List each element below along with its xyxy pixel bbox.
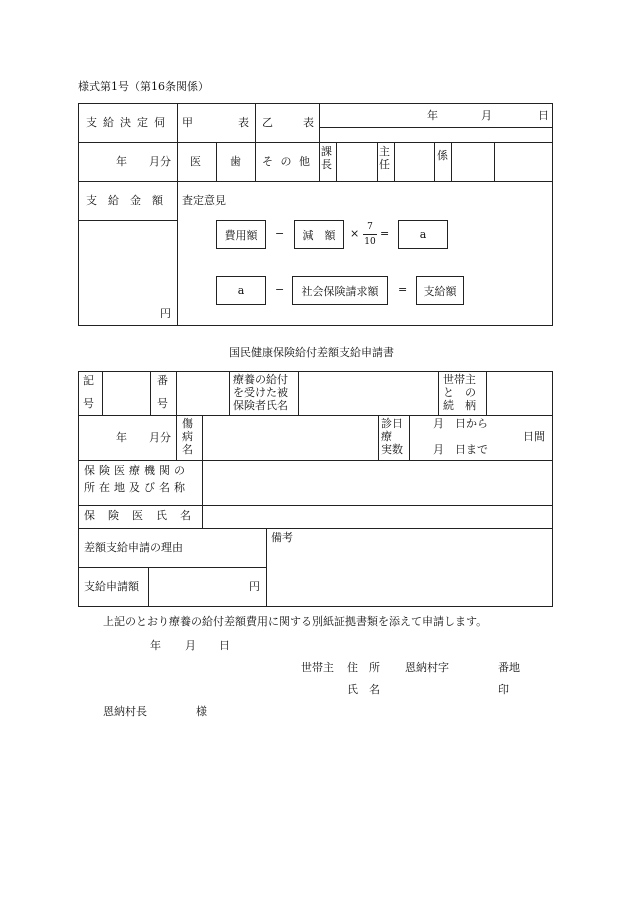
formula-a-box: a <box>216 276 266 305</box>
formula-numerator: 7 <box>367 222 373 232</box>
applicant-village: 恩納村字 <box>405 661 449 674</box>
formula-cost-box: 費用額 <box>216 220 266 249</box>
insured-label-1: 療養の給付 <box>233 373 288 386</box>
days-from: 月 日から <box>433 417 488 430</box>
ym-year: 年 <box>116 155 127 168</box>
formula-denominator: 10 <box>364 237 376 247</box>
request-amount-label: 支給申請額 <box>84 580 139 593</box>
applicant-banchi: 番地 <box>498 661 520 674</box>
remarks-label: 備考 <box>271 531 293 544</box>
days-label-3: 実数 <box>381 443 403 456</box>
kou-label: 甲 <box>182 116 193 129</box>
category-other: そ の 他 <box>262 155 312 168</box>
formula-equals-1: = <box>380 227 390 240</box>
relation-label-1: 世帯主 <box>443 373 476 386</box>
kou-hyo: 表 <box>238 116 249 129</box>
amount-yen: 円 <box>160 307 171 320</box>
otsu-label: 乙 <box>262 116 273 129</box>
form-number: 様式第1号（第16条関係） <box>78 80 209 93</box>
sign-month: 月 <box>185 639 196 652</box>
formula-benefit-box: 支給額 <box>416 276 464 305</box>
date-year: 年 <box>427 109 438 122</box>
reason-label: 差額支給申請の理由 <box>84 541 183 554</box>
sign-day: 日 <box>219 639 230 652</box>
otsu-hyo: 表 <box>303 116 314 129</box>
formula-minus-2: − <box>275 283 285 296</box>
disease-label-2: 病 <box>182 430 193 443</box>
approval-section-chief: 課長 <box>321 145 332 172</box>
addressee-name: 恩納村長 <box>103 705 147 718</box>
assessment-label: 査定意見 <box>182 194 226 207</box>
applicant-seal: 印 <box>498 683 509 696</box>
category-dental: 歯 <box>230 155 241 168</box>
insured-label-2: を受けた被 <box>233 386 288 399</box>
formula-times: × <box>350 227 360 240</box>
formula-equals-2: = <box>398 283 408 296</box>
form-title: 国民健康保険給付差額支給申請書 <box>229 346 394 359</box>
approval-chief: 主任 <box>379 145 390 172</box>
relation-label-3: 続 柄 <box>443 399 476 412</box>
applicant-address-label: 住 所 <box>347 661 380 674</box>
days-unit: 日間 <box>523 430 545 443</box>
go-label: 号 <box>83 397 94 410</box>
declaration-text: 上記のとおり療養の給付差額費用に関する別紙証拠書類を添えて申請します。 <box>103 615 488 628</box>
ban-label: 番 <box>157 374 168 387</box>
ki-label: 記 <box>83 374 94 387</box>
days-label-2: 療 <box>381 430 392 443</box>
date-month: 月 <box>481 109 492 122</box>
relation-label-2: と の <box>443 386 476 399</box>
addressee-honorific: 様 <box>196 705 207 718</box>
days-label-1: 診日 <box>381 417 403 430</box>
formula-claim-box: 社会保険請求額 <box>292 276 388 305</box>
applicant-name-label: 氏 名 <box>347 683 380 696</box>
formula-a-box-result: a <box>398 220 448 249</box>
formula-reduction-box: 減 額 <box>294 220 344 249</box>
ym-month: 月分 <box>149 155 171 168</box>
institution-label-2: 所在地及び名称 <box>84 481 189 494</box>
applicant-householder: 世帯主 <box>301 661 334 674</box>
formula-minus-1: − <box>275 227 285 240</box>
institution-label-1: 保険医療機関の <box>84 464 189 477</box>
date-day: 日 <box>538 109 549 122</box>
amount-label: 支給金額 <box>86 194 174 207</box>
category-medical: 医 <box>190 155 201 168</box>
insured-label-3: 保険者氏名 <box>233 399 288 412</box>
disease-label-1: 傷 <box>182 417 193 430</box>
decision-label: 支給決定伺 <box>86 116 171 129</box>
row2-year: 年 <box>116 431 127 444</box>
sign-year: 年 <box>150 639 161 652</box>
row2-month: 月分 <box>149 431 171 444</box>
disease-label-3: 名 <box>182 443 193 456</box>
request-amount-yen: 円 <box>249 580 260 593</box>
days-to: 月 日まで <box>433 443 488 456</box>
doctor-label: 保険医氏名 <box>84 509 204 522</box>
gou-label: 号 <box>157 397 168 410</box>
approval-staff: 係 <box>437 149 448 162</box>
